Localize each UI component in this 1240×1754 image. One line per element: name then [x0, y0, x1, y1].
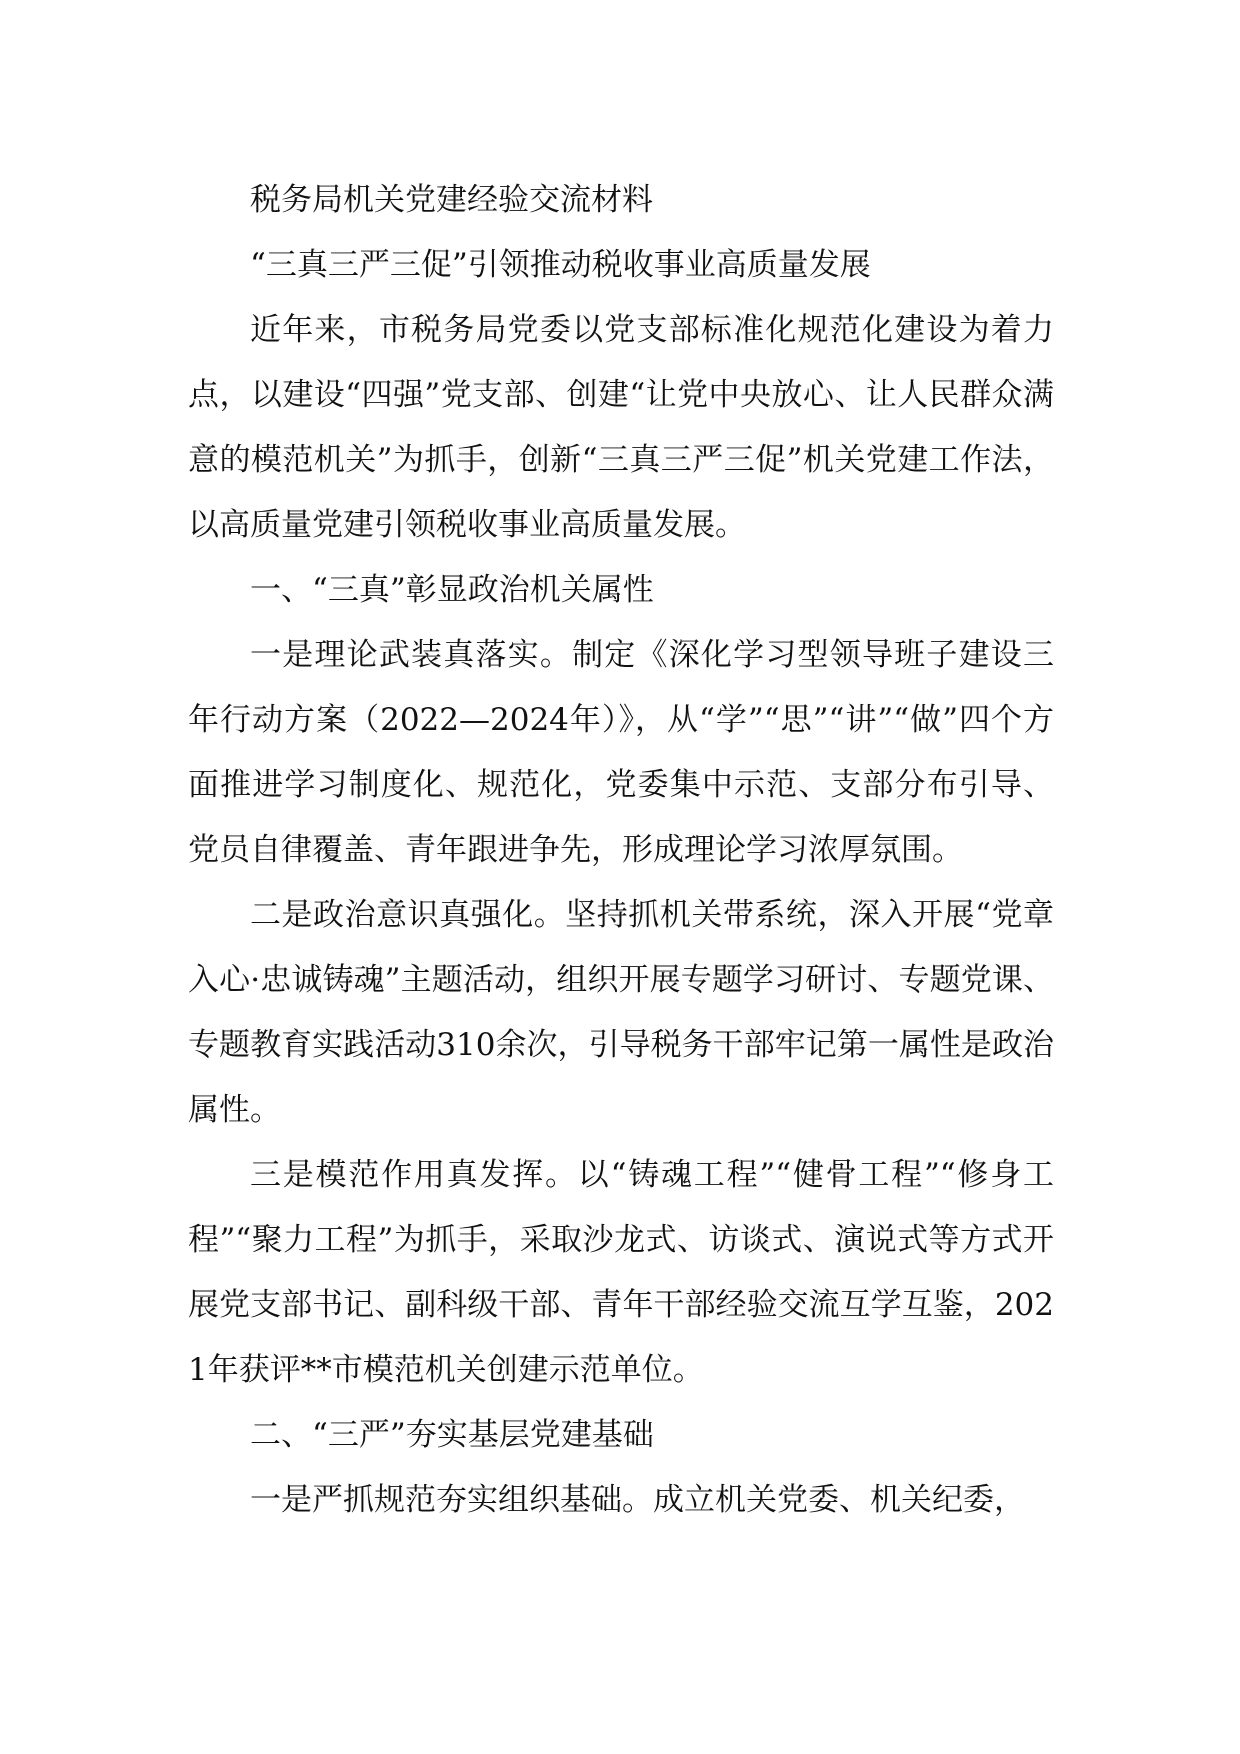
paragraph-theory: 一是理论武装真落实。制定《深化学习型领导班子建设三年行动方案（2022—2024年）》，从“学”“思”“讲”“做”四个方面推进学习制度化、规范化，党委集中示范、支部分布引导、党员自律覆盖、青年跟进争先，形成理论学习浓厚氛围。 [188, 637, 1054, 868]
document-title: 税务局机关党建经验交流材料 [250, 182, 653, 218]
paragraph-organization: 一是严抓规范夯实组织基础。成立机关党委、机关纪委， [250, 1482, 1025, 1518]
paragraph-exemplary: 三是模范作用真发挥。以“铸魂工程”“健骨工程”“修身工程”“聚力工程”为抓手，采取沙龙式、访谈式、演说式等方式开展党支部书记、副科级干部、青年干部经验交流互学互鉴，2021年获评**市模范机关创建示范单位。 [188, 1157, 1054, 1388]
section-heading-2: 二、“三严”夯实基层党建基础 [250, 1417, 654, 1453]
document-body [188, 168, 1054, 1533]
paragraph-intro: 近年来，市税务局党委以党支部标准化规范化建设为着力点，以建设“四强”党支部、创建“让党中央放心、让人民群众满意的模范机关”为抓手，创新“三真三严三促”机关党建工作法，以高质量党建引领税收事业高质量发展。 [188, 312, 1054, 543]
paragraph-political: 二是政治意识真强化。坚持抓机关带系统，深入开展“党章入心·忠诚铸魂”主题活动，组织开展专题学习研讨、专题党课、专题教育实践活动310余次，引导税务干部牢记第一属性是政治属性。 [188, 897, 1054, 1128]
section-heading-1: 一、“三真”彰显政治机关属性 [250, 572, 654, 608]
document-subtitle: “三真三严三促”引领推动税收事业高质量发展 [250, 247, 871, 283]
